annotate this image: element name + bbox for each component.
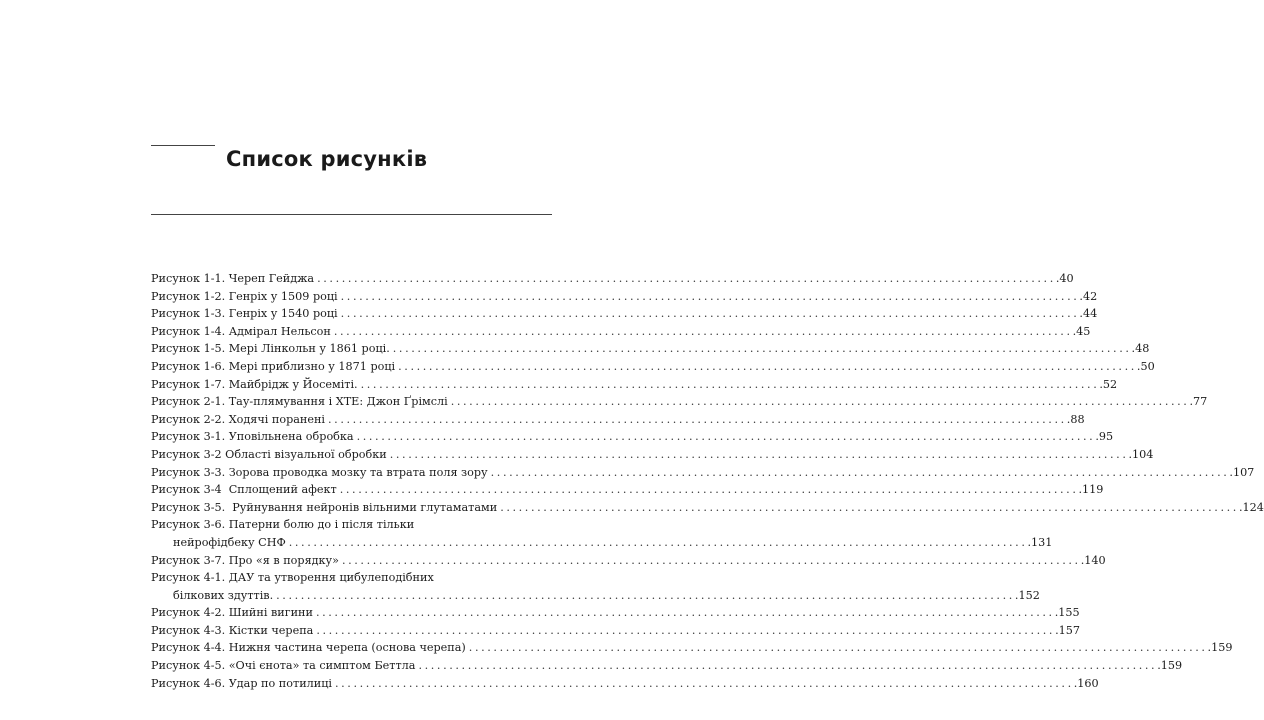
toc-entry xyxy=(151,428,1114,446)
page-number: .77 xyxy=(1189,395,1208,409)
toc-entry xyxy=(151,288,1098,306)
entry-title: Рисунок 1-6. Мері приблизно у 1871 році xyxy=(151,359,396,373)
toc-entry xyxy=(151,393,1208,411)
toc-entry-line xyxy=(151,675,1099,693)
page-number: .88 xyxy=(1066,412,1085,426)
toc-entry xyxy=(151,639,1233,657)
toc-entry-line xyxy=(151,499,1264,517)
page-number: .152 xyxy=(1014,588,1040,602)
dot-leader: ........................................................................................................................ xyxy=(317,272,1056,285)
toc-entry-line xyxy=(151,587,1040,605)
entry-title: Рисунок 3-7. Про «я в порядку» xyxy=(151,553,339,567)
entry-title: Рисунок 3-4 Сплощений афект xyxy=(151,483,337,497)
page-number: .95 xyxy=(1095,430,1114,444)
toc-entry-line xyxy=(151,288,1098,306)
toc-entry xyxy=(151,569,1040,604)
entry-title: Рисунок 1-5. Мері Лінкольн у 1861 році. xyxy=(151,342,390,356)
dot-leader: ........................................................................................................................ xyxy=(490,465,1230,479)
toc-entry xyxy=(151,270,1074,288)
page-number: .131 xyxy=(1027,535,1053,549)
entry-title: Рисунок 3-2 Області візуальної обробки xyxy=(151,447,387,461)
toc-entry-line xyxy=(151,376,1118,394)
toc-entry xyxy=(151,622,1080,640)
toc-entry xyxy=(151,552,1106,570)
toc-entry-line xyxy=(151,639,1233,657)
entry-title: Рисунок 4-6. Удар по потилиці xyxy=(151,676,332,690)
dot-leader: ........................................................................................................................ xyxy=(333,324,1073,338)
toc-entry xyxy=(151,604,1080,622)
toc-entry xyxy=(151,464,1255,482)
toc-entry-line xyxy=(151,270,1074,288)
toc-entry xyxy=(151,376,1118,394)
toc-entry xyxy=(151,657,1183,675)
toc-entry-line xyxy=(151,428,1114,446)
dot-leader: ........................................................................................................................ xyxy=(316,623,1056,637)
dot-leader: ........................................................................................................................ xyxy=(328,412,1067,426)
page-number: .124 xyxy=(1238,500,1264,514)
toc-entry xyxy=(151,481,1104,499)
entry-title: Рисунок 2-1. Тау-плямування і ХТЕ: Джон Ґрімслі xyxy=(151,395,448,409)
entry-title: Рисунок 1-3. Генріх у 1540 році xyxy=(151,307,338,321)
dot-leader: ........................................................................................................................ xyxy=(315,606,1055,620)
toc-entry xyxy=(151,446,1154,464)
dot-leader: ........................................................................................................................ xyxy=(340,307,1080,321)
entry-title: Рисунок 1-1. Череп Гейджа xyxy=(151,272,315,285)
dot-leader: ........................................................................................................................ xyxy=(276,588,1015,602)
dot-leader: ........................................................................................................................ xyxy=(392,342,1132,356)
entry-title: Рисунок 4-1. ДАУ та утворення цибулеподібних xyxy=(151,571,434,585)
entry-title: Рисунок 3-1. Уповільнена обробка xyxy=(151,430,354,444)
dot-leader: ........................................................................................................................ xyxy=(500,500,1239,514)
entry-title: Рисунок 4-3. Кістки черепа xyxy=(151,623,314,637)
entry-title: нейрофідбеку СНФ xyxy=(173,535,286,549)
dot-leader: ........................................................................................................................ xyxy=(389,447,1129,461)
dot-leader: ........................................................................................................................ xyxy=(450,395,1190,409)
dot-leader: ........................................................................................................................ xyxy=(468,641,1208,655)
toc-entry xyxy=(151,516,1053,551)
page-number: .48 xyxy=(1131,342,1150,356)
toc-entry-line xyxy=(151,323,1091,341)
page-number: .45 xyxy=(1072,324,1091,338)
entry-title: Рисунок 3-3. Зорова проводка мозку та втрата поля зору xyxy=(151,465,488,479)
page-number: .42 xyxy=(1079,289,1098,303)
toc-entry-line xyxy=(151,481,1104,499)
toc-entry xyxy=(151,358,1155,376)
page-number: .159 xyxy=(1207,641,1233,655)
page-number: .40 xyxy=(1055,272,1074,285)
page-number: .140 xyxy=(1080,553,1106,567)
toc-entry-line xyxy=(151,411,1085,429)
dot-leader: ........................................................................................................................ xyxy=(360,377,1100,391)
page-number: .107 xyxy=(1229,465,1255,479)
dot-leader: ........................................................................................................................ xyxy=(418,659,1158,673)
toc-entry-line xyxy=(151,552,1106,570)
entry-title: Рисунок 4-2. Шийні вигини xyxy=(151,606,313,620)
page-title: Список рисунків xyxy=(226,147,428,171)
toc-entry-line xyxy=(151,604,1080,622)
entry-title: білкових здуттів. xyxy=(173,588,274,602)
toc-entry xyxy=(151,411,1085,429)
page-number: .104 xyxy=(1128,447,1154,461)
toc-entry xyxy=(151,340,1150,358)
toc-entry xyxy=(151,323,1091,341)
toc-entry-line xyxy=(151,622,1080,640)
entry-title: Рисунок 1-4. Адмірал Нельсон xyxy=(151,324,331,338)
entry-title: Рисунок 1-2. Генріх у 1509 році xyxy=(151,289,338,303)
page-number: .52 xyxy=(1099,377,1118,391)
toc-entry xyxy=(151,675,1099,693)
page-number: .119 xyxy=(1078,483,1104,497)
dot-leader: ........................................................................................................................ xyxy=(339,483,1079,497)
dot-leader: ........................................................................................................................ xyxy=(288,535,1028,549)
page-number: .160 xyxy=(1073,676,1099,690)
entry-title: Рисунок 4-5. «Очі єнота» та симптом Беттла xyxy=(151,659,416,673)
page-number: .159 xyxy=(1157,659,1183,673)
entry-title: Рисунок 3-6. Патерни болю до і після тільки xyxy=(151,518,415,532)
entry-title: Рисунок 3-5. Руйнування нейронів вільними глутаматами xyxy=(151,500,498,514)
page-number: .50 xyxy=(1136,359,1155,373)
title-top-rule xyxy=(151,145,215,146)
toc-entry xyxy=(151,305,1098,323)
dot-leader: ........................................................................................................................ xyxy=(340,289,1080,303)
toc-entry-line xyxy=(151,534,1053,552)
toc-entry-line xyxy=(151,358,1155,376)
list-of-figures xyxy=(151,270,1264,692)
entry-title: Рисунок 1-7. Майбрідж у Йосеміті. xyxy=(151,377,358,391)
toc-entry-line xyxy=(151,657,1183,675)
page-number: .44 xyxy=(1079,307,1098,321)
dot-leader: ........................................................................................................................ xyxy=(398,359,1137,373)
title-bottom-rule xyxy=(151,214,552,215)
toc-entry-line xyxy=(151,393,1208,411)
page-number: .157 xyxy=(1055,623,1080,637)
page-number: .155 xyxy=(1054,606,1080,620)
toc-entry-line xyxy=(151,446,1154,464)
toc-entry-line xyxy=(151,464,1255,482)
entry-title: Рисунок 4-4. Нижня частина черепа (основа черепа) xyxy=(151,641,466,655)
toc-entry-line xyxy=(151,305,1098,323)
dot-leader: ........................................................................................................................ xyxy=(334,676,1074,690)
toc-entry-line xyxy=(151,340,1150,358)
dot-leader: ........................................................................................................................ xyxy=(356,430,1096,444)
entry-title: Рисунок 2-2. Ходячі поранені xyxy=(151,412,326,426)
toc-entry xyxy=(151,499,1264,517)
dot-leader: ........................................................................................................................ xyxy=(341,553,1081,567)
